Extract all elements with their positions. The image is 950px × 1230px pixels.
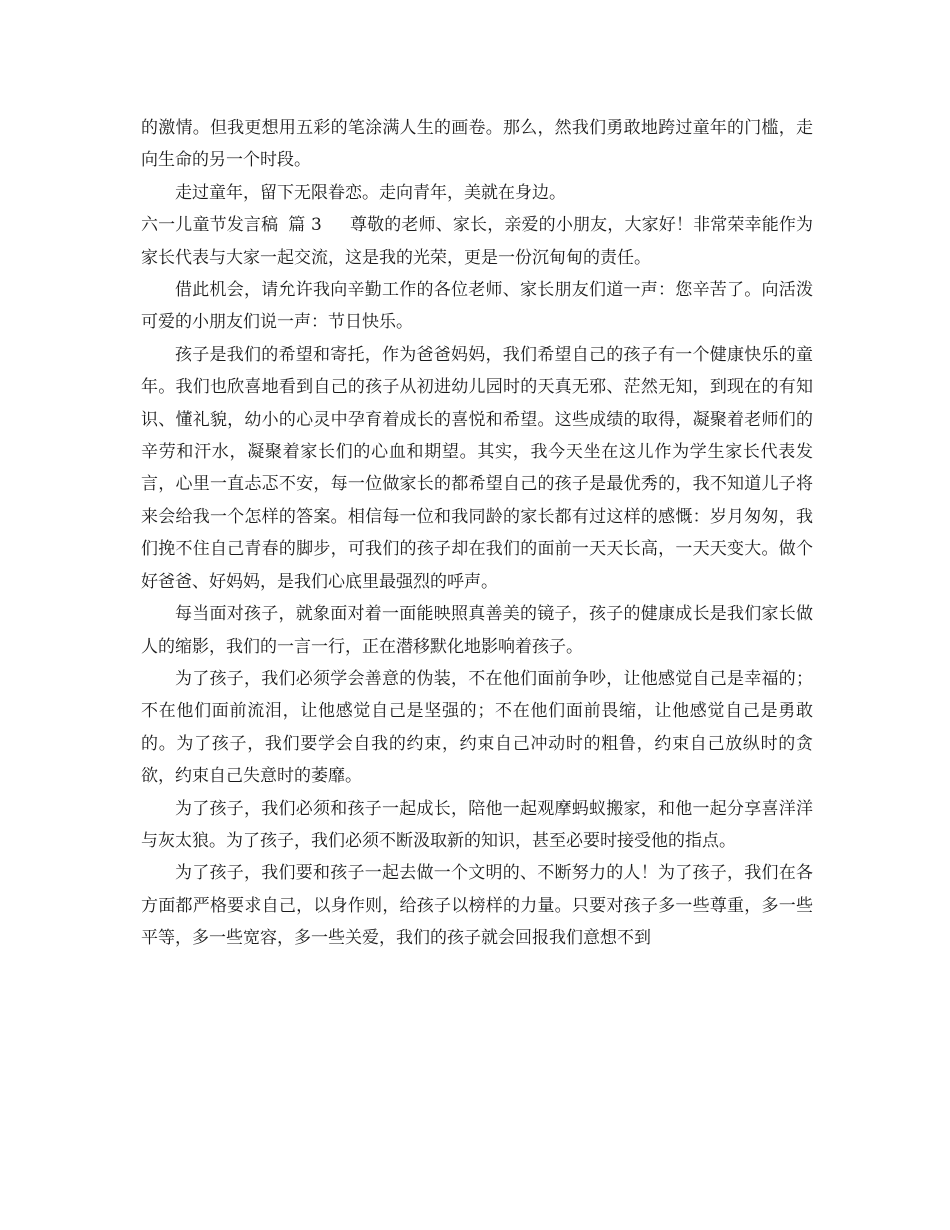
section-heading-paragraph (141, 209, 813, 274)
section-title: 六一儿童节发言稿 (141, 215, 279, 236)
body-paragraph: 借此机会，请允许我向辛勤工作的各位老师、家长朋友们道一声：您辛苦了。向活泼可爱的小朋友们说一声：节日快乐。 (141, 280, 813, 333)
section-opening: 尊敬的老师、家长，亲爱的小朋友，大家好！非常荣幸能作为家长代表与大家一起交流，这是我的光荣，更是一份沉甸甸的责任。 (141, 215, 814, 268)
section-number: 篇 3 (288, 215, 322, 236)
body-paragraph: 为了孩子，我们必须学会善意的伪装，不在他们面前争吵，让他感觉自己是幸福的；不在他们面前流泪，让他感觉自己是坚强的；不在他们面前畏缩，让他感觉自己是勇敢的。为了孩子，我们要学会自我的约束，约束自己冲动时的粗鲁，约束自己放纵时的贪欲，约束自己失意时的萎靡。 (141, 668, 813, 787)
body-paragraph: 每当面对孩子，就象面对着一面能映照真善美的镜子，孩子的健康成长是我们家长做人的缩影，我们的一言一行，正在潜移默化地影响着孩子。 (141, 604, 813, 657)
body-paragraph: 为了孩子，我们必须和孩子一起成长，陪他一起观摩蚂蚁搬家，和他一起分享喜洋洋与灰太狼。为了孩子，我们必须不断汲取新的知识，甚至必要时接受他的指点。 (141, 798, 813, 851)
closing-line: 走过童年，留下无限眷恋。走向青年，美就在身边。 (175, 182, 566, 203)
continuation-paragraph: 的激情。但我更想用五彩的笔涂满人生的画卷。那么，然我们勇敢地跨过童年的门槛，走向生命的另一个时段。 (141, 118, 813, 171)
body-paragraph: 孩子是我们的希望和寄托，作为爸爸妈妈，我们希望自己的孩子有一个健康快乐的童年。我们也欣喜地看到自己的孩子从初进幼儿园时的天真无邪、茫然无知，到现在的有知识、懂礼貌，幼小的心灵中孕育着成长的喜悦和希望。这些成绩的取得，凝聚着老师们的辛劳和汗水，凝聚着家长们的心血和期望。其实，我今天坐在这儿作为学生家长代表发言，心里一直忐忑不安，每一位做家长的都希望自己的孩子是最优秀的，我不知道儿子将来会给我一个怎样的答案。相信每一位和我同龄的家长都有过这样的感慨：岁月匆匆，我们挽不住自己青春的脚步，可我们的孩子却在我们的面前一天天长高，一天天变大。做个好爸爸、好妈妈，是我们心底里最强烈的呼声。 (141, 344, 813, 592)
document-page (141, 112, 813, 955)
body-paragraph: 为了孩子，我们要和孩子一起去做一个文明的、不断努力的人！为了孩子，我们在各方面都严格要求自己，以身作则，给孩子以榜样的力量。只要对孩子多一些尊重，多一些平等，多一些宽容，多一些关爱，我们的孩子就会回报我们意想不到 (141, 863, 813, 949)
